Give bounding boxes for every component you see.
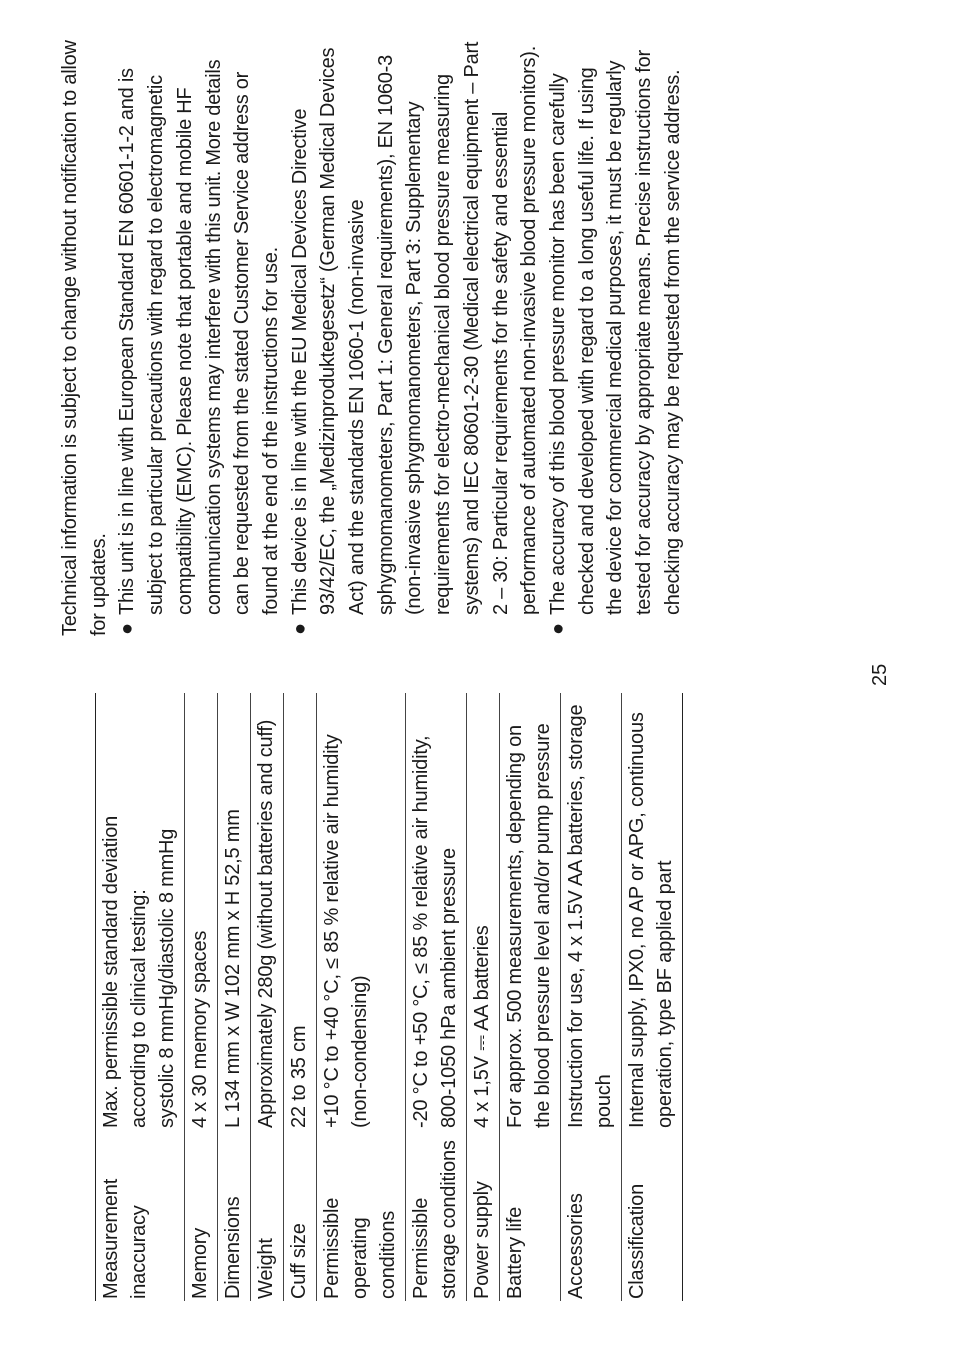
spec-value-line: according to clinical testing: [128,889,150,1128]
list-item [113,40,285,636]
spec-value-accessories: Instruction for use, 4 x 1.5V AA batteries, storage pouch [565,704,615,1128]
spec-label-weight: Weight [255,1238,277,1299]
spec-value-power-supply: 4 x 1,5V ⎓ AA batteries [471,925,493,1128]
table-row [467,693,500,1301]
spec-value-line: Max. permissible standard deviation [100,815,122,1128]
table-row [96,693,185,1301]
table-row [251,693,284,1301]
spec-label-accessories: Accessories [565,1193,587,1299]
spec-label-classification: Classification [626,1183,648,1299]
table-row [622,693,683,1301]
bullet-icon: ● [288,623,311,635]
spec-value-dimensions: L 134 mm x W 102 mm x H 52,5 mm [222,809,244,1128]
bullet-text-accuracy: The accuracy of this blood pressure monitor has been carefully checked and developed with regard to a long useful life. If using the device for commercial medical purposes, it must be regularly tested for accuracy by appropriate means. Precise instructions for checking accuracy may be requested from the service address. [546,50,684,615]
notes-bullet-list [113,40,687,636]
spec-label-storage-conditions: Permissible storage conditions [410,1140,460,1299]
bullet-text-emc: This unit is in line with European Standard EN 60601-1-2 and is subject to particular precautions with regard to electromagnetic compatibility (EMC). Please note that portable and mobile HF communication systems may interfere with this unit. More details can be requested from the stated Customer Service address or found at the end of the instructions for use. [116,59,282,615]
spec-label-battery-life: Battery life [504,1206,526,1299]
technical-specifications-table [95,693,683,1301]
spec-value-weight: Approximately 280g (without batteries and cuff) [255,719,277,1128]
spec-value-memory: 4 x 30 memory spaces [189,930,211,1128]
spec-value-line: systolic 8 mmHg/diastolic 8 mmHg [156,828,178,1128]
bullet-icon: ● [546,623,569,635]
table-row [500,693,561,1301]
spec-value-battery-life: For approx. 500 measurements, depending on the blood pressure level and/or pump pressure [504,723,554,1128]
spec-label-measurement-inaccuracy: Measurement inaccuracy [100,1178,150,1299]
spec-value-classification: Internal supply, IPX0, no AP or APG, continuous operation, type BF applied part [626,712,676,1128]
page-number: 25 [869,663,891,686]
table-row [218,693,251,1301]
notes-intro: Technical information is subject to change without notification to allow for updates. [59,40,110,636]
bullet-icon: ● [116,623,139,635]
spec-label-power-supply: Power supply [471,1181,493,1299]
table-row [561,693,622,1301]
table-row [317,693,406,1301]
spec-value-operating-conditions: +10 °C to +40 °C, ≤ 85 % relative air humidity (non-condensing) [321,734,371,1128]
bullet-text-standards: This device is in line with the EU Medical Devices Directive 93/42/EC, the „Medizinproduktegesetz“ (German Medical Devices Act) and the standards EN 1060-1 (non-invasive sphygmomanometers, Part 1: General requirements), EN 1060-3 (non-invasive sphygmomanometers, Part 3: Supplementary requirements for electro-mechanical blood pressure measuring systems) and IEC 80601-2-30 (Medical electrical equipment – Part 2 – 30: Particular requirements for the safety and essential performance of automated non-invasive blood pressure monitors). [288,41,541,615]
spec-label-dimensions: Dimensions [222,1196,244,1299]
spec-value-cuff-size: 22 to 35 cm [288,1025,310,1128]
spec-label-operating-conditions: Permissible operating conditions [321,1197,399,1299]
list-item [544,40,688,636]
spec-label-cuff-size: Cuff size [288,1223,310,1299]
technical-notes [56,40,687,636]
table-row [284,693,317,1301]
spec-label-memory: Memory [189,1227,211,1299]
table-row [406,693,467,1301]
spec-value-storage-conditions: -20 °C to +50 °C, ≤ 85 % relative air humidity, 800-1050 hPa ambient pressure [410,735,460,1128]
table-row [185,693,218,1301]
spec-value-measurement-inaccuracy [96,693,185,1130]
list-item [286,40,544,636]
